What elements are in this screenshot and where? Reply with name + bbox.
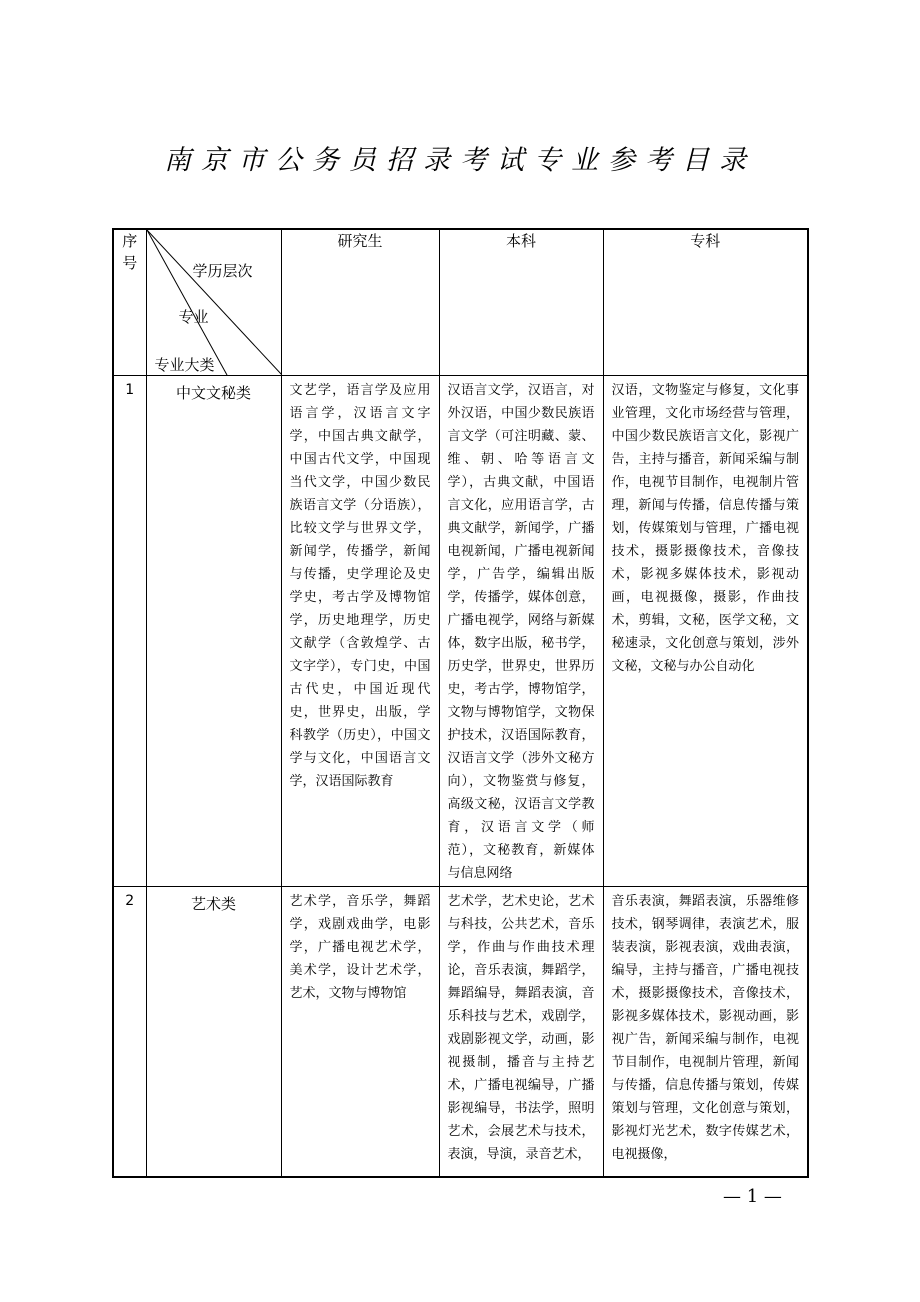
college-majors-text: 音乐表演，舞蹈表演，乐器维修技术，钢琴调律，表演艺术，服装表演，影视表演，戏曲表演，编导，主持与播音，广播电视技术，摄影摄像技术，音像技术，影视多媒体技术，影视动画，影视广告，新闻采编与制作，电视节目制作，电视制片管理，新闻与传播，信息传播与策划，传媒策划与管理，文化创意与策划，影视灯光艺术，数字传媒艺术，电视摄像，: [611, 894, 799, 1162]
header-college: 专科: [603, 229, 808, 376]
row-graduate-majors: [281, 376, 439, 887]
row-undergrad-majors: [439, 887, 603, 1178]
row-graduate-majors: [281, 887, 439, 1178]
header-undergrad: 本科: [439, 229, 603, 376]
header-seq-char-2: 号: [122, 254, 138, 272]
graduate-majors-text: 艺术学，音乐学，舞蹈学，戏剧戏曲学，电影学，广播电视艺术学，美术学，设计艺术学，艺术，文物与博物馆: [289, 894, 431, 1001]
row-category: 中文文秘类: [146, 376, 281, 887]
row-number: 2: [113, 887, 146, 1178]
page-title: 南京市公务员招录考试专业参考目录: [164, 145, 756, 176]
header-seq-char-1: 序: [122, 232, 138, 250]
table-row: [113, 887, 808, 1178]
graduate-majors-text: 文艺学，语言学及应用语言学，汉语言文字学，中国古典文献学，中国古代文学，中国现当代文学，中国少数民族语言文学（分语族），比较文学与世界文学，新闻学，传播学，新闻与传播，史学理论及史学史，考古学及博物馆学，历史地理学，历史文献学（含敦煌学、古文字学），专门史，中国古代史，中国近现代史，世界史，出版，学科教学（历史），中国文学与文化，中国语言文学，汉语国际教育: [289, 383, 431, 789]
row-number: 1: [113, 376, 146, 887]
college-majors-text: 汉语，文物鉴定与修复，文化事业管理，文化市场经营与管理，中国少数民族语言文化，影视广告，主持与播音，新闻采编与制作，电视节目制作，电视制片管理，新闻与传播，信息传播与策划，传媒策划与管理，广播电视技术，摄影摄像技术，音像技术，影视多媒体技术，影视动画，电视摄像，摄影，作曲技术，剪辑，文秘，医学文秘，文秘速录，文化创意与策划，涉外文秘，文秘与办公自动化: [611, 383, 799, 674]
header-education-level: 学历层次: [192, 262, 253, 280]
major-catalog-table: [112, 228, 809, 1178]
page-number: — 1 —: [723, 1186, 782, 1207]
header-graduate: 研究生: [281, 229, 439, 376]
header-diagonal-cell: [146, 229, 281, 376]
row-category: 艺术类: [146, 887, 281, 1178]
undergrad-majors-text: 艺术学，艺术史论，艺术与科技，公共艺术，音乐学，作曲与作曲技术理论，音乐表演，舞蹈学，舞蹈编导，舞蹈表演，音乐科技与艺术，戏剧学，戏剧影视文学，动画，影视摄制，播音与主持艺术，广播电视编导，广播影视编导，书法学，照明艺术，会展艺术与技术，表演，导演，录音艺术，: [447, 894, 595, 1162]
header-seq: [113, 229, 146, 376]
row-college-majors: [603, 376, 808, 887]
row-undergrad-majors: [439, 376, 603, 887]
table-header-row: [113, 229, 808, 376]
undergrad-majors-text: 汉语言文学，汉语言，对外汉语，中国少数民族语言文学（可注明藏、蒙、维、朝、哈等语言文学），古典文献，中国语言文化，应用语言学，古典文献学，新闻学，广播电视新闻，广播电视新闻学，广告学，编辑出版学，传播学，媒体创意，广播电视学，网络与新媒体，数字出版，秘书学，历史学，世界史，世界历史，考古学，博物馆学，文物与博物馆学，文物保护技术，汉语国际教育，汉语言文学（涉外文秘方向），文物鉴赏与修复，高级文秘，汉语言文学教育，汉语言文学（师范），文秘教育，新媒体与信息网络: [447, 383, 595, 880]
header-major: 专业: [178, 308, 209, 326]
row-college-majors: [603, 887, 808, 1178]
header-major-category: 专业大类: [154, 356, 215, 374]
table-row: [113, 376, 808, 887]
